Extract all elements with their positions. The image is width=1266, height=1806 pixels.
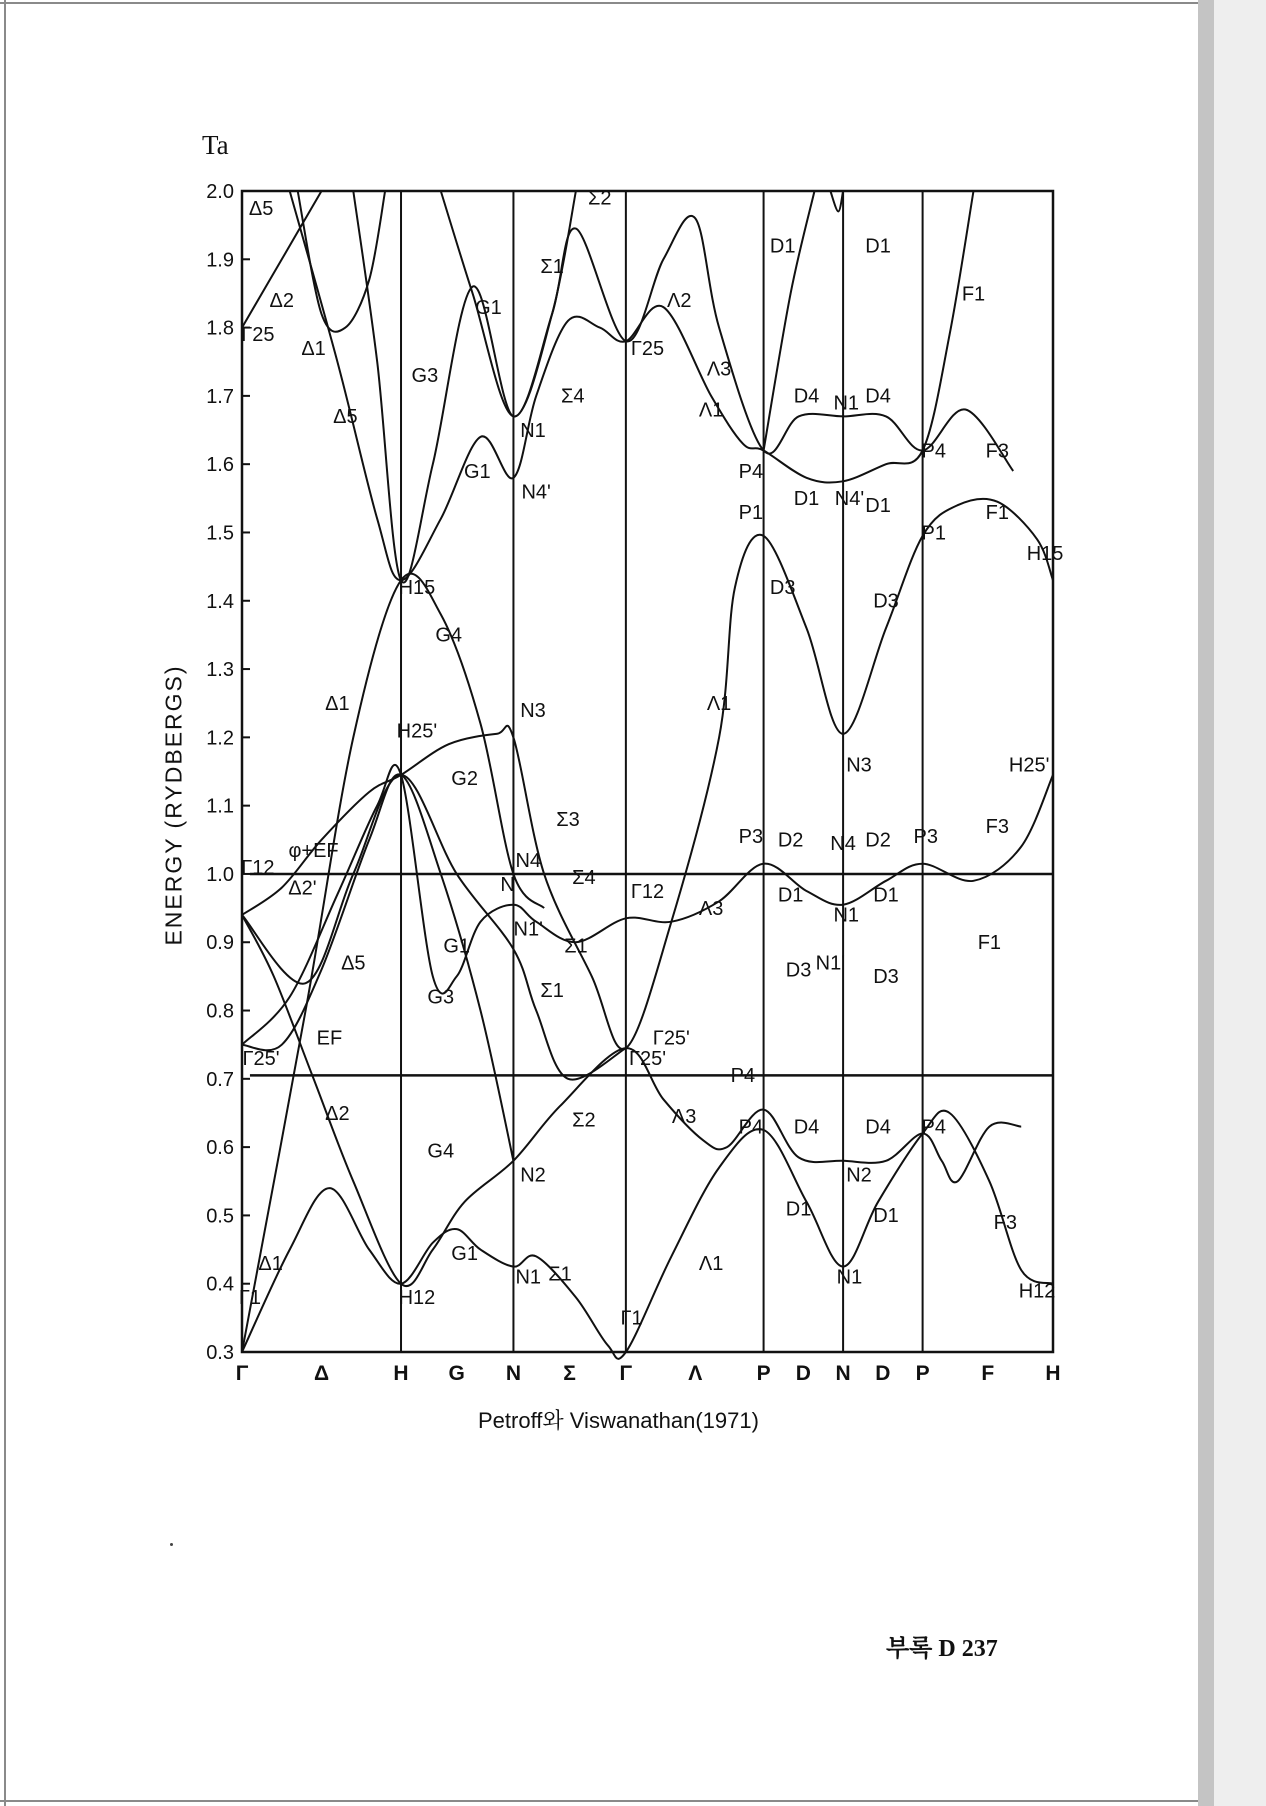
band-label: F3 xyxy=(985,815,1010,838)
band-label: N2 xyxy=(520,1164,546,1187)
band-label: Δ1 xyxy=(301,337,326,360)
y-tick-label: 0.4 xyxy=(206,1273,234,1296)
y-tick-label: 0.6 xyxy=(206,1137,234,1160)
band-label: N1' xyxy=(815,952,846,975)
band-label: Γ1 xyxy=(620,1307,643,1330)
band-label: P1 xyxy=(738,501,764,524)
band-line xyxy=(764,191,815,451)
band-label: Δ2 xyxy=(325,1102,350,1125)
y-tick-label: 0.7 xyxy=(206,1068,234,1091)
band-label: P4 xyxy=(738,1116,764,1139)
y-tick-label: 0.5 xyxy=(206,1205,234,1228)
band-label: Λ3 xyxy=(698,897,724,920)
band-label: N1 xyxy=(833,904,860,927)
x-tick-label: Δ xyxy=(313,1362,330,1385)
band-label: P4 xyxy=(730,1065,756,1088)
band-label: D1 xyxy=(777,884,804,907)
x-tick-label: N xyxy=(835,1362,851,1385)
x-tick-label: D xyxy=(795,1362,811,1385)
band-label: Δ2' xyxy=(288,877,317,900)
band-label: Σ1 xyxy=(540,255,564,278)
band-label: Σ1 xyxy=(548,1263,572,1286)
y-tick-label: 2.0 xyxy=(206,181,234,203)
x-tick-label: Λ xyxy=(688,1362,703,1385)
band-label: N4' xyxy=(834,488,865,511)
y-tick-label: 1.2 xyxy=(206,727,234,750)
y-tick-label: 1.6 xyxy=(206,454,234,477)
band-label: D4 xyxy=(793,385,820,408)
band-label: D2 xyxy=(865,829,891,852)
band-label: D1 xyxy=(793,488,820,511)
band-label: D1 xyxy=(785,1198,812,1221)
band-label: D4 xyxy=(865,1116,891,1139)
band-label: P4 xyxy=(738,460,764,483)
x-tick-label: F xyxy=(981,1362,995,1385)
band-label: D3 xyxy=(873,590,899,613)
band-line xyxy=(242,774,513,1163)
x-tick-label: Γ xyxy=(619,1362,633,1385)
band-label: Σ2 xyxy=(572,1109,596,1132)
band-label: Λ1 xyxy=(698,399,724,422)
band-label: N1 xyxy=(836,1266,863,1289)
band-label: P4 xyxy=(921,1116,946,1139)
band-label: Σ1 xyxy=(540,979,564,1002)
band-label: D1 xyxy=(873,884,899,907)
x-tick-label: P xyxy=(915,1362,930,1385)
y-tick-label: 1.8 xyxy=(206,317,234,340)
x-tick-label: H xyxy=(1045,1362,1061,1385)
band-label: N3 xyxy=(520,699,546,722)
band-label: P3 xyxy=(738,826,764,849)
band-label: G1 xyxy=(464,460,491,483)
band-label: Σ4 xyxy=(572,867,596,890)
band-label: EF xyxy=(316,1027,343,1050)
band-label: Σ2 xyxy=(588,187,612,210)
band-label: N1 xyxy=(515,1266,542,1289)
band-label: Λ2 xyxy=(667,290,692,313)
band-label: D3 xyxy=(873,966,899,989)
band-label: N1 xyxy=(833,392,860,415)
band-label: D3 xyxy=(769,576,796,599)
band-label: Λ3 xyxy=(706,358,732,381)
band-label: N4 xyxy=(515,850,542,873)
band-label: Γ25 xyxy=(241,324,275,347)
band-label: H25' xyxy=(1008,754,1050,777)
band-label: Σ4 xyxy=(561,385,585,408)
band-label: N3 xyxy=(846,754,872,777)
band-label: Δ2 xyxy=(269,290,294,313)
x-tick-label: Σ xyxy=(563,1362,576,1385)
band-label: D3 xyxy=(785,959,812,982)
band-label: G4 xyxy=(435,624,463,647)
band-label: Γ25' xyxy=(628,1048,667,1071)
band-label: F3 xyxy=(985,440,1010,463)
band-line xyxy=(242,574,544,1352)
band-label: H15 xyxy=(398,576,436,599)
y-tick-label: 1.9 xyxy=(206,249,234,272)
band-label: Γ1 xyxy=(238,1287,262,1310)
band-label: D4 xyxy=(865,385,891,408)
band-label: F1 xyxy=(985,501,1010,524)
band-label: G3 xyxy=(411,365,439,388)
y-tick-label: 0.8 xyxy=(206,1000,234,1023)
y-tick-label: 1.5 xyxy=(206,522,234,545)
x-tick-label: N xyxy=(505,1362,522,1385)
band-label: G3 xyxy=(427,986,455,1009)
band-label: Γ12 xyxy=(630,880,665,903)
band-label: F1 xyxy=(977,932,1002,955)
band-line xyxy=(830,191,843,212)
band-label: Γ12 xyxy=(241,856,275,879)
band-label: D1 xyxy=(865,494,891,517)
figure-caption: Petroff와 Viswanathan(1971) xyxy=(478,1408,759,1433)
speck xyxy=(170,1543,173,1546)
band-label: D4 xyxy=(793,1116,820,1139)
band-label: P1 xyxy=(921,522,946,545)
x-tick-label: D xyxy=(875,1362,891,1385)
y-tick-label: 0.9 xyxy=(206,932,234,955)
band-label: N1' xyxy=(513,918,543,941)
band-label: Δ1 xyxy=(325,693,350,716)
band-line xyxy=(242,1111,1053,1359)
band-label: Σ3 xyxy=(556,809,580,832)
band-label: G1 xyxy=(475,296,502,319)
band-label: Δ5 xyxy=(341,952,366,975)
x-tick-label: P xyxy=(756,1362,771,1385)
band-label: Δ5 xyxy=(333,406,358,429)
band-label: H12 xyxy=(1018,1280,1056,1303)
y-tick-label: 1.7 xyxy=(206,385,234,408)
band-label: N xyxy=(500,874,515,897)
band-label: Γ25' xyxy=(242,1048,280,1071)
x-tick-label: Γ xyxy=(235,1362,249,1385)
y-axis-label: ENERGY (RYDBERGS) xyxy=(160,664,187,946)
band-label: Λ1 xyxy=(706,693,732,716)
band-label: φ+EF xyxy=(288,839,339,862)
y-tick-label: 1.4 xyxy=(206,590,234,613)
band-label: F3 xyxy=(993,1212,1017,1235)
band-label: G1 xyxy=(451,1242,478,1265)
band-label: Σ1 xyxy=(564,935,588,958)
band-label: G1 xyxy=(443,935,471,958)
band-label: D1 xyxy=(873,1205,899,1228)
band-label: H12 xyxy=(398,1287,436,1310)
band-label: D2 xyxy=(777,829,804,852)
band-label: Λ3 xyxy=(671,1106,697,1129)
band-label: G2 xyxy=(451,768,478,791)
band-label: Δ5 xyxy=(248,197,274,220)
band-label: P3 xyxy=(913,826,939,849)
band-label: N2 xyxy=(846,1164,872,1187)
band-label: Γ25 xyxy=(630,337,665,360)
band-label: N1 xyxy=(520,419,546,442)
band-label: Δ1 xyxy=(258,1253,283,1276)
y-tick-label: 1.0 xyxy=(206,863,234,886)
band-line xyxy=(353,191,1013,583)
band-line xyxy=(298,191,385,332)
band-label: G4 xyxy=(427,1140,455,1163)
band-label: Γ25' xyxy=(652,1027,690,1050)
x-tick-label: G xyxy=(448,1362,465,1385)
band-label: P4 xyxy=(921,440,946,463)
band-line xyxy=(441,191,576,417)
y-tick-label: 1.1 xyxy=(206,795,234,818)
band-label: D1 xyxy=(769,235,796,258)
plot-frame xyxy=(242,191,1053,1352)
x-tick-label: H xyxy=(393,1362,409,1385)
y-tick-label: 1.3 xyxy=(206,659,234,682)
page-footer: 부록 D 237 xyxy=(886,1636,998,1662)
element-title: Ta xyxy=(202,130,229,160)
band-label: F1 xyxy=(961,283,986,306)
band-label: N4' xyxy=(521,481,551,504)
band-label: N4 xyxy=(830,833,856,856)
band-label: H15 xyxy=(1026,542,1064,565)
band-label: D1 xyxy=(865,235,891,258)
y-tick-label: 0.3 xyxy=(206,1342,234,1364)
band-label: H25' xyxy=(396,720,438,743)
band-label: Λ1 xyxy=(698,1253,724,1276)
